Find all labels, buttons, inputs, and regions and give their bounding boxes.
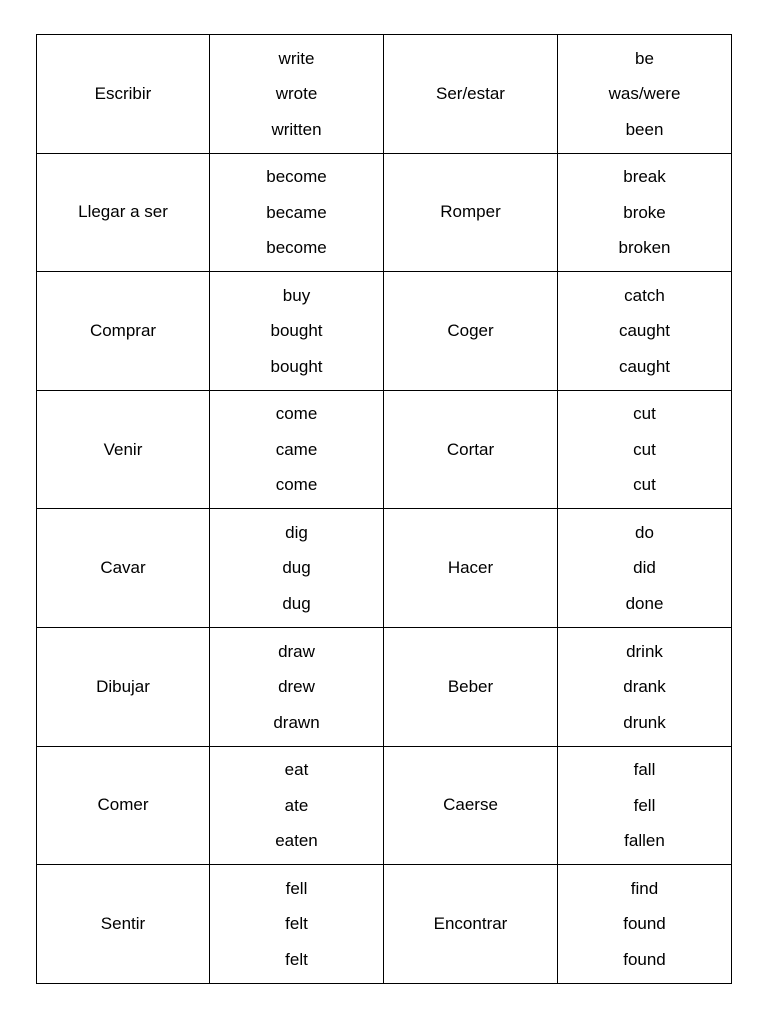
spanish-verb-cell: Cavar [37,509,210,628]
spanish-verb-cell: Comprar [37,272,210,391]
spanish-verb-cell: Llegar a ser [37,153,210,272]
verb-forms-list [558,41,731,148]
spanish-verb-cell: Hacer [384,509,558,628]
table-row [37,865,732,984]
verb-form-past-simple: bought [270,321,323,341]
table-row [37,627,732,746]
verb-forms-list [558,871,731,978]
verb-form-past-participle: eaten [275,831,318,851]
spanish-verb-cell: Encontrar [384,865,558,984]
verb-forms-list [558,634,731,741]
verb-form-past-simple: wrote [275,84,318,104]
english-forms-cell [558,746,732,865]
verb-forms-list [210,278,383,385]
spanish-verb-cell: Escribir [37,35,210,154]
verb-form-infinitive: dig [285,522,308,542]
verb-form-past-simple: drank [623,677,666,697]
verb-forms-list [210,41,383,148]
english-forms-cell [210,509,384,628]
verb-form-past-simple: found [623,914,666,934]
table-row [37,153,732,272]
verb-form-past-simple: caught [618,321,671,341]
verb-form-past-simple: was/were [608,84,681,104]
verb-form-past-participle: become [266,238,327,258]
verb-form-infinitive: drink [626,641,663,661]
verb-form-past-simple: became [266,202,327,222]
english-forms-cell [558,35,732,154]
verb-form-past-participle: bought [270,356,323,376]
irregular-verbs-table [36,34,732,984]
verb-form-past-participle: written [271,119,322,139]
verb-forms-list [558,278,731,385]
verb-form-infinitive: find [630,878,659,898]
verb-form-past-participle: broken [618,238,671,258]
verb-form-past-participle: done [625,593,664,613]
verb-form-infinitive: break [623,167,666,187]
english-forms-cell [210,35,384,154]
english-forms-cell [210,272,384,391]
spanish-verb-cell: Ser/estar [384,35,558,154]
verb-form-past-participle: felt [285,949,308,969]
verb-form-past-simple: came [275,439,318,459]
verb-form-past-participle: dug [282,593,311,613]
verb-form-infinitive: fell [285,878,308,898]
table-row [37,509,732,628]
english-forms-cell [210,390,384,509]
english-forms-cell [558,627,732,746]
verb-forms-list [558,752,731,859]
table-row [37,35,732,154]
verb-form-infinitive: become [266,167,327,187]
english-forms-cell [558,865,732,984]
verb-form-past-participle: come [275,475,318,495]
verb-form-infinitive: come [275,404,318,424]
spanish-verb-cell: Romper [384,153,558,272]
verb-form-infinitive: cut [633,404,656,424]
verb-form-past-participle: been [625,119,664,139]
english-forms-cell [210,865,384,984]
verb-forms-list [558,159,731,266]
verb-form-infinitive: buy [282,285,311,305]
verb-form-past-simple: drew [278,677,315,697]
verb-form-past-participle: caught [618,356,671,376]
spanish-verb-cell: Dibujar [37,627,210,746]
verb-forms-list [210,752,383,859]
spanish-verb-cell: Beber [384,627,558,746]
spanish-verb-cell: Comer [37,746,210,865]
english-forms-cell [210,746,384,865]
english-forms-cell [558,153,732,272]
verb-form-infinitive: write [278,48,315,68]
english-forms-cell [558,390,732,509]
table-row [37,746,732,865]
verb-forms-list [558,515,731,622]
verb-forms-list [210,396,383,503]
verb-form-past-simple: dug [282,558,311,578]
verb-form-past-participle: cut [633,475,656,495]
spanish-verb-cell: Cortar [384,390,558,509]
verb-form-infinitive: draw [278,641,315,661]
spanish-verb-cell: Coger [384,272,558,391]
verb-form-infinitive: do [635,522,654,542]
verb-form-past-simple: cut [633,439,656,459]
verb-forms-list [210,515,383,622]
verb-forms-list [558,396,731,503]
spanish-verb-cell: Venir [37,390,210,509]
verb-form-infinitive: catch [624,285,665,305]
verb-forms-list [210,871,383,978]
verb-form-past-simple: fell [633,795,656,815]
english-forms-cell [558,272,732,391]
verb-forms-list [210,159,383,266]
verb-form-past-participle: found [623,949,666,969]
verb-form-past-participle: drunk [623,712,666,732]
verb-form-past-simple: did [633,558,656,578]
english-forms-cell [558,509,732,628]
verb-forms-list [210,634,383,741]
verb-form-infinitive: eat [284,760,309,780]
table-row [37,390,732,509]
english-forms-cell [210,153,384,272]
verb-table-body [37,35,732,984]
verb-form-past-simple: felt [285,914,308,934]
verb-form-infinitive: be [635,48,654,68]
verb-form-past-participle: fallen [624,831,665,851]
verb-form-past-simple: ate [284,795,309,815]
verb-form-past-participle: drawn [273,712,320,732]
verb-form-infinitive: fall [633,760,656,780]
spanish-verb-cell: Sentir [37,865,210,984]
verb-form-past-simple: broke [623,202,666,222]
english-forms-cell [210,627,384,746]
spanish-verb-cell: Caerse [384,746,558,865]
table-row [37,272,732,391]
